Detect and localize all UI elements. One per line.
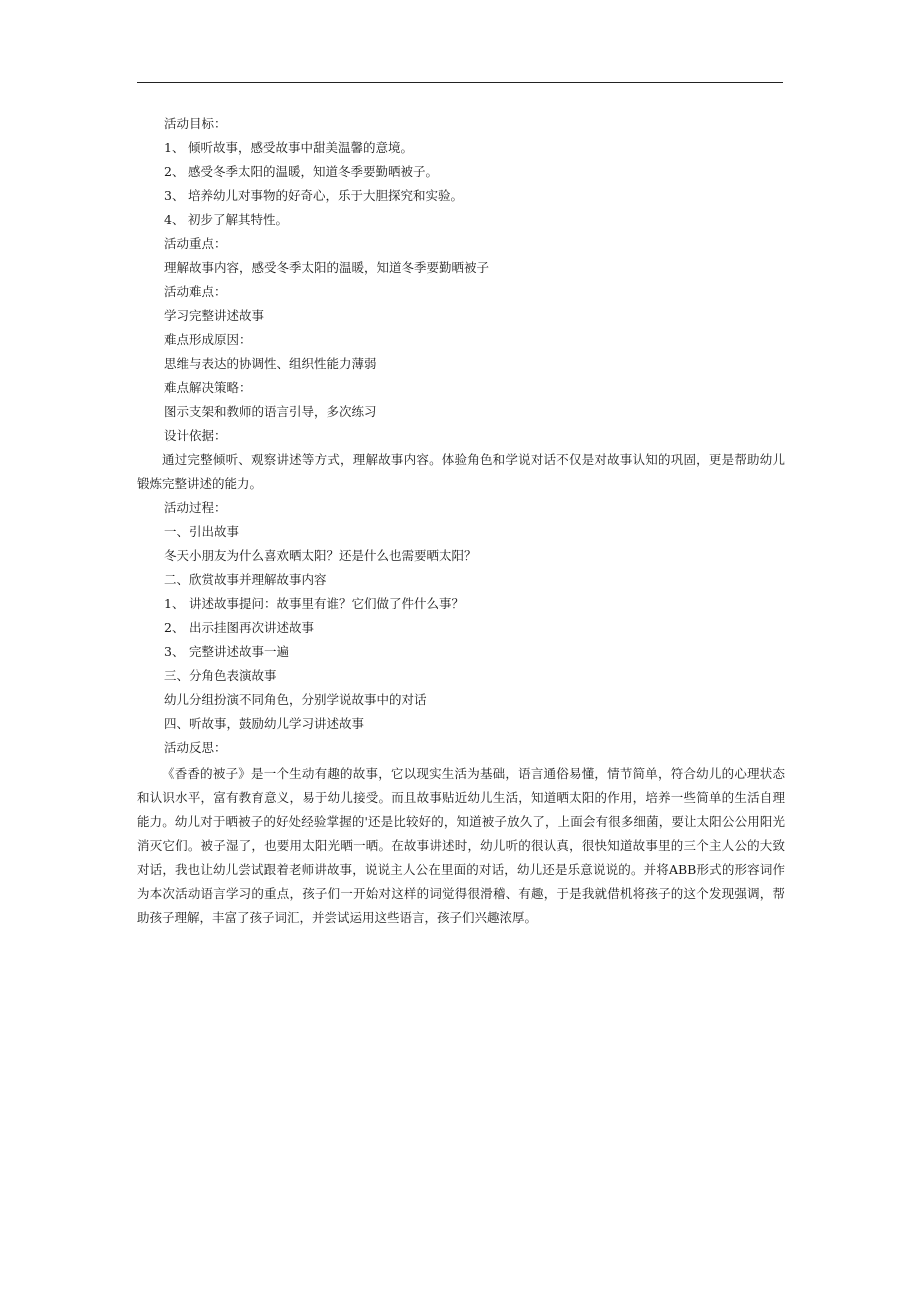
basis-heading: 设计依据： xyxy=(164,428,227,443)
step2-item xyxy=(137,616,785,640)
step2-heading: 二、欣赏故事并理解故事内容 xyxy=(164,572,327,587)
strategy-heading: 难点解决策略： xyxy=(164,380,252,395)
goal-item-number: 4、 xyxy=(164,212,185,227)
goal-heading: 活动目标： xyxy=(164,116,227,131)
basis-paragraph: 通过完整倾听、观察讲述等方式，理解故事内容。体验角色和学说对话不仅是对故事认知的巩固，更是帮助幼儿锻炼完整讲述的能力。 xyxy=(137,452,785,491)
goal-item-number: 2、 xyxy=(164,164,185,179)
header-rule xyxy=(137,82,783,83)
step3-heading: 三、分角色表演故事 xyxy=(164,668,277,683)
reflection-heading: 活动反思： xyxy=(164,740,227,755)
goal-item-text: 初步了解其特性。 xyxy=(188,212,289,227)
cause-heading: 难点形成原因： xyxy=(164,332,252,347)
step4-heading: 四、听故事，鼓励幼儿学习讲述故事 xyxy=(164,716,365,731)
step2-item-number: 2、 xyxy=(164,620,185,635)
step1-text: 冬天小朋友为什么喜欢晒太阳？还是什么也需要晒太阳？ xyxy=(164,548,477,563)
step1-heading: 一、引出故事 xyxy=(164,524,240,539)
strategy-text: 图示支架和教师的语言引导，多次练习 xyxy=(164,404,377,419)
cause-text: 思维与表达的协调性、组织性能力薄弱 xyxy=(164,356,377,371)
step2-item-text: 讲述故事提问：故事里有谁？它们做了件什么事？ xyxy=(189,596,465,611)
step3-text: 幼儿分组扮演不同角色，分别学说故事中的对话 xyxy=(164,692,427,707)
goal-item xyxy=(137,184,785,208)
step2-item xyxy=(137,592,785,616)
step2-item-text: 出示挂图再次讲述故事 xyxy=(189,620,315,635)
goal-item-text: 感受冬季太阳的温暖，知道冬季要勤晒被子。 xyxy=(188,164,439,179)
goal-item-number: 1、 xyxy=(164,140,185,155)
goal-item xyxy=(137,160,785,184)
goal-item-text: 培养幼儿对事物的好奇心，乐于大胆探究和实验。 xyxy=(188,188,464,203)
goal-item-text: 倾听故事，感受故事中甜美温馨的意境。 xyxy=(188,140,414,155)
key-heading: 活动重点： xyxy=(164,236,227,251)
difficulty-heading: 活动难点： xyxy=(164,284,227,299)
goal-item xyxy=(137,208,785,232)
goal-item xyxy=(137,136,785,160)
step2-item-number: 3、 xyxy=(164,644,185,659)
step2-item-text: 完整讲述故事一遍 xyxy=(189,644,290,659)
document-body xyxy=(137,112,785,930)
goal-item-number: 3、 xyxy=(164,188,185,203)
step2-item-number: 1、 xyxy=(164,596,185,611)
reflection-paragraph: 《香香的被子》是一个生动有趣的故事，它以现实生活为基础，语言通俗易懂，情节简单，符合幼儿的心理状态和认识水平，富有教育意义，易于幼儿接受。而且故事贴近幼儿生活，知道晒太阳的作用，培养一些简单的生活自理能力。幼儿对于晒被子的好处经验掌握的'还是比较好的，知道被子放久了，上面会有很多细菌，要让太阳公公用阳光消灭它们。被子湿了，也要用太阳光晒一晒。在故事讲述时，幼儿听的很认真，很快知道故事里的三个主人公的大致对话，我也让幼儿尝试跟着老师讲故事，说说主人公在里面的对话，幼儿还是乐意说说的。并将ABB形式的形容词作为本次活动语言学习的重点，孩子们一开始对这样的词觉得很滑稽、有趣，于是我就借机将孩子的这个发现强调，帮助孩子理解，丰富了孩子词汇，并尝试运用这些语言，孩子们兴趣浓厚。 xyxy=(137,766,785,925)
difficulty-text: 学习完整讲述故事 xyxy=(164,308,265,323)
key-text: 理解故事内容，感受冬季太阳的温暖，知道冬季要勤晒被子 xyxy=(164,260,490,275)
step2-item xyxy=(137,640,785,664)
process-heading: 活动过程： xyxy=(164,500,227,515)
